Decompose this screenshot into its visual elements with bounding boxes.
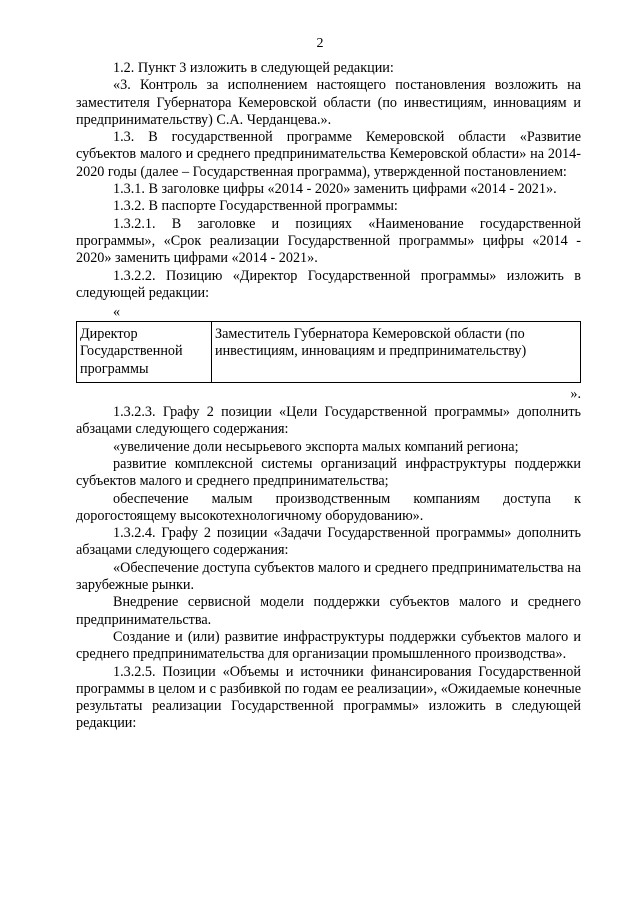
paragraph-1-3-2-4: 1.3.2.4. Графу 2 позиции «Задачи Государственной программы» дополнить абзацами следующего содержания: [76,525,581,559]
paragraph-1-3-2-1: 1.3.2.1. В заголовке и позициях «Наименование государственной программы», «Срок реализации Государственной программы» цифры «2014 - 2020» заменить цифрами «2014 - 2021». [76,215,581,267]
paragraph-quote-3: «3. Контроль за исполнением настоящего постановления возложить на заместителя Губернатора Кемеровской области (по инвестициям, инновациям и предпринимательству) С.А. Черданцева.». [76,77,581,128]
paragraph-task-1: «Обеспечение доступа субъектов малого и среднего предпринимательства на зарубежные рынки. [76,559,581,594]
page-number: 2 [316,36,324,51]
table-cell-value: Заместитель Губернатора Кемеровской области (по инвестициям, инновациям и предпринимательству) [212,322,581,383]
table-cell-label: Директор Государственной программы [77,322,212,383]
paragraph-1-3-2-3: 1.3.2.3. Графу 2 позиции «Цели Государственной программы» дополнить абзацами следующего содержания: [76,404,581,438]
paragraph-goal-3: обеспечение малым производственным компаниям доступа к дорогостоящему высокотехнологичному оборудованию». [76,490,581,524]
quote-close-mark: ». [570,386,581,403]
paragraph-task-3: Создание и (или) развитие инфраструктуры поддержки субъектов малого и среднего предпринимательства для организации промышленного производства». [76,628,581,663]
paragraph-goal-2: развитие комплексной системы организаций инфраструктуры поддержки субъектов малого и среднего предпринимательства; [76,455,581,490]
paragraph-task-2: Внедрение сервисной модели поддержки субъектов малого и среднего предпринимательства. [76,594,581,628]
quote-open-mark: « [113,304,121,321]
paragraph-1-2: 1.2. Пункт 3 изложить в следующей редакции: [113,60,394,76]
document-body [76,60,581,733]
paragraph-1-3: 1.3. В государственной программе Кемеровской области «Развитие субъектов малого и среднего предпринимательства Кемеровской области» на 2014-2020 годы (далее – Государственная программа), утвержденной постановлением: [76,129,581,180]
director-table [76,321,581,383]
table-row [77,322,581,383]
paragraph-1-3-1: 1.3.1. В заголовке цифры «2014 - 2020» заменить цифрами «2014 - 2021». [113,181,557,198]
paragraph-1-3-2-5: 1.3.2.5. Позиции «Объемы и источники финансирования Государственной программы в целом и с разбивкой по годам ее реализации», «Ожидаемые конечные результаты реализации Государственной программы» изложить в следующей редакции: [76,663,581,732]
paragraph-goal-1: «увеличение доли несырьевого экспорта малых компаний региона; [113,438,519,455]
paragraph-1-3-2: 1.3.2. В паспорте Государственной программы: [113,198,398,215]
paragraph-1-3-2-2: 1.3.2.2. Позицию «Директор Государственной программы» изложить в следующей редакции: [76,267,581,301]
